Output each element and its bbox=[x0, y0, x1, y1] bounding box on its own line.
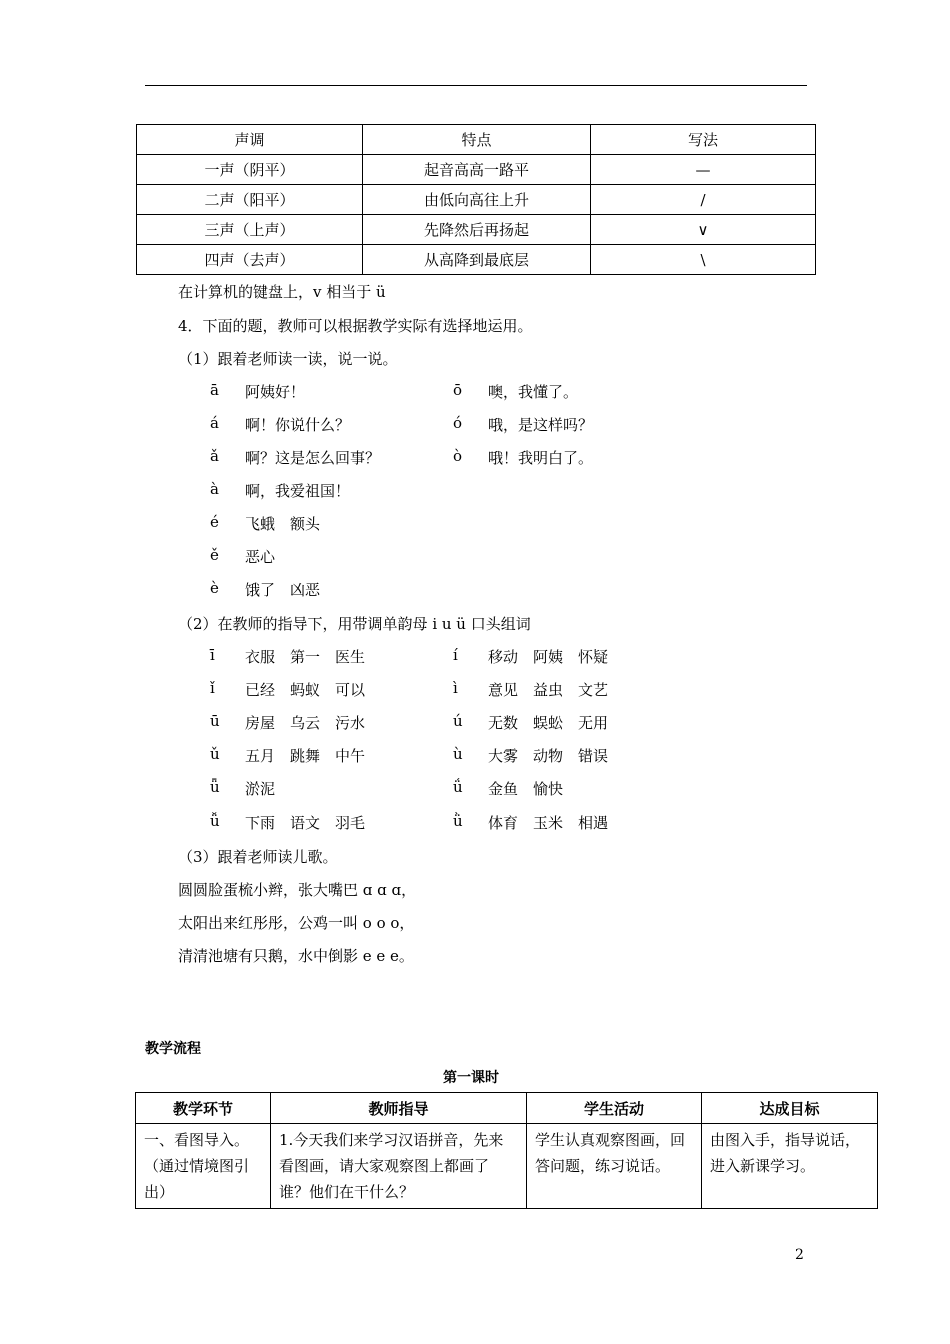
phrase: 无数 蜈蚣 无用 bbox=[488, 714, 609, 732]
sub2-title: （2）在教师的指导下，用带调单韵母 i u ü 口头组词 bbox=[178, 615, 531, 633]
page-number: 2 bbox=[795, 1247, 804, 1263]
list-item bbox=[0, 679, 950, 699]
table-cell: ∨ bbox=[591, 215, 816, 245]
rhyme-line: 圆圆脸蛋梳小辫，张大嘴巴 ɑ ɑ ɑ， bbox=[178, 881, 417, 899]
table-cell: 由低向高往上升 bbox=[363, 185, 591, 215]
table-cell: 起音高高一路平 bbox=[363, 155, 591, 185]
list-item bbox=[0, 646, 950, 666]
phrase: 啊！你说什么？ bbox=[245, 416, 351, 434]
phrase: 啊，我爱祖国！ bbox=[245, 482, 351, 500]
keyboard-note: 在计算机的键盘上，v 相当于 ü bbox=[178, 283, 386, 301]
table-cell: 学生认真观察图画，回答问题，练习说话。 bbox=[527, 1124, 702, 1209]
pinyin: é bbox=[210, 513, 219, 531]
table-cell: 1.今天我们来学习汉语拼音，先来看图画，请大家观察图上都画了谁？他们在干什么？ bbox=[271, 1124, 527, 1209]
phrase: 淤泥 bbox=[245, 780, 276, 798]
phrase: 五月 跳舞 中午 bbox=[245, 747, 366, 765]
pinyin: è bbox=[210, 579, 219, 597]
list-item bbox=[0, 414, 950, 434]
list-item bbox=[0, 778, 950, 798]
lesson-title: 第一课时 bbox=[443, 1070, 499, 1086]
phrase: 金鱼 愉快 bbox=[488, 780, 564, 798]
table-row bbox=[137, 185, 816, 215]
item-4: 4．下面的题，教师可以根据教学实际有选择地运用。 bbox=[178, 317, 533, 335]
phrase: 意见 益虫 文艺 bbox=[488, 681, 609, 699]
header-cell: 学生活动 bbox=[527, 1093, 702, 1124]
header-cell: 教师指导 bbox=[271, 1093, 527, 1124]
list-item bbox=[0, 480, 950, 500]
phrase: 下雨 语文 羽毛 bbox=[245, 814, 366, 832]
pinyin: ǚ bbox=[210, 812, 220, 830]
phrase: 饿了 凶恶 bbox=[245, 581, 321, 599]
table-cell: 先降然后再扬起 bbox=[363, 215, 591, 245]
table-cell: — bbox=[591, 155, 816, 185]
pinyin: ò bbox=[453, 447, 463, 465]
pinyin: ú bbox=[453, 712, 463, 730]
phrase: 啊？这是怎么回事？ bbox=[245, 449, 381, 467]
list-item bbox=[0, 513, 950, 533]
phrase: 已经 蚂蚁 可以 bbox=[245, 681, 366, 699]
sub3-title: （3）跟着老师读儿歌。 bbox=[178, 848, 338, 866]
phrase: 衣服 第一 医生 bbox=[245, 648, 366, 666]
table-row bbox=[136, 1124, 878, 1209]
pinyin: ù bbox=[453, 745, 463, 763]
pinyin: ǐ bbox=[210, 679, 215, 697]
phrase: 哦，是这样吗？ bbox=[488, 416, 594, 434]
rhyme-line: 太阳出来红彤彤，公鸡一叫 o o o， bbox=[178, 914, 415, 932]
table-header-row bbox=[137, 125, 816, 155]
table-cell: 一、看图导入。（通过情境图引出） bbox=[136, 1124, 271, 1209]
table-row bbox=[137, 215, 816, 245]
header-cell: 达成目标 bbox=[702, 1093, 878, 1124]
phrase: 哦！我明白了。 bbox=[488, 449, 594, 467]
table-cell: 四声（去声） bbox=[137, 245, 363, 275]
tone-table bbox=[136, 124, 816, 275]
phrase: 飞蛾 额头 bbox=[245, 515, 321, 533]
list-item bbox=[0, 381, 950, 401]
table-cell: 由图入手，指导说话，进入新课学习。 bbox=[702, 1124, 878, 1209]
list-item bbox=[0, 712, 950, 732]
phrase: 房屋 乌云 污水 bbox=[245, 714, 366, 732]
table-cell: \ bbox=[591, 245, 816, 275]
table-cell: 三声（上声） bbox=[137, 215, 363, 245]
pinyin: ī bbox=[210, 646, 215, 664]
rhyme-line: 清清池塘有只鹅，水中倒影 e e e。 bbox=[178, 947, 414, 965]
pinyin: ǜ bbox=[453, 812, 463, 830]
table-cell: / bbox=[591, 185, 816, 215]
pinyin: ǔ bbox=[210, 745, 220, 763]
pinyin: í bbox=[453, 646, 458, 664]
pinyin: ū bbox=[210, 712, 220, 730]
pinyin: ō bbox=[453, 381, 463, 399]
list-item bbox=[0, 447, 950, 467]
phrase: 阿姨好！ bbox=[245, 383, 306, 401]
pinyin: á bbox=[210, 414, 219, 432]
pinyin: ǖ bbox=[210, 778, 220, 796]
flow-table bbox=[135, 1092, 878, 1209]
phrase: 恶心 bbox=[245, 548, 276, 566]
header-cell: 写法 bbox=[591, 125, 816, 155]
phrase: 噢，我懂了。 bbox=[488, 383, 579, 401]
pinyin: ǎ bbox=[210, 447, 219, 465]
sub1-title: （1）跟着老师读一读，说一说。 bbox=[178, 350, 398, 368]
header-cell: 声调 bbox=[137, 125, 363, 155]
header-cell: 特点 bbox=[363, 125, 591, 155]
phrase: 大雾 动物 错误 bbox=[488, 747, 609, 765]
pinyin: ā bbox=[210, 381, 219, 399]
pinyin: à bbox=[210, 480, 219, 498]
header-rule bbox=[145, 85, 807, 86]
pinyin: ì bbox=[453, 679, 458, 697]
table-row bbox=[137, 245, 816, 275]
phrase: 体育 玉米 相遇 bbox=[488, 814, 609, 832]
table-header-row bbox=[136, 1093, 878, 1124]
list-item bbox=[0, 546, 950, 566]
list-item bbox=[0, 812, 950, 832]
flow-heading: 教学流程 bbox=[145, 1041, 201, 1057]
table-cell: 一声（阴平） bbox=[137, 155, 363, 185]
list-item bbox=[0, 579, 950, 599]
list-item bbox=[0, 745, 950, 765]
table-cell: 二声（阳平） bbox=[137, 185, 363, 215]
table-cell: 从高降到最底层 bbox=[363, 245, 591, 275]
phrase: 移动 阿姨 怀疑 bbox=[488, 648, 609, 666]
table-row bbox=[137, 155, 816, 185]
header-cell: 教学环节 bbox=[136, 1093, 271, 1124]
pinyin: ě bbox=[210, 546, 219, 564]
pinyin: ó bbox=[453, 414, 463, 432]
pinyin: ǘ bbox=[453, 778, 463, 796]
